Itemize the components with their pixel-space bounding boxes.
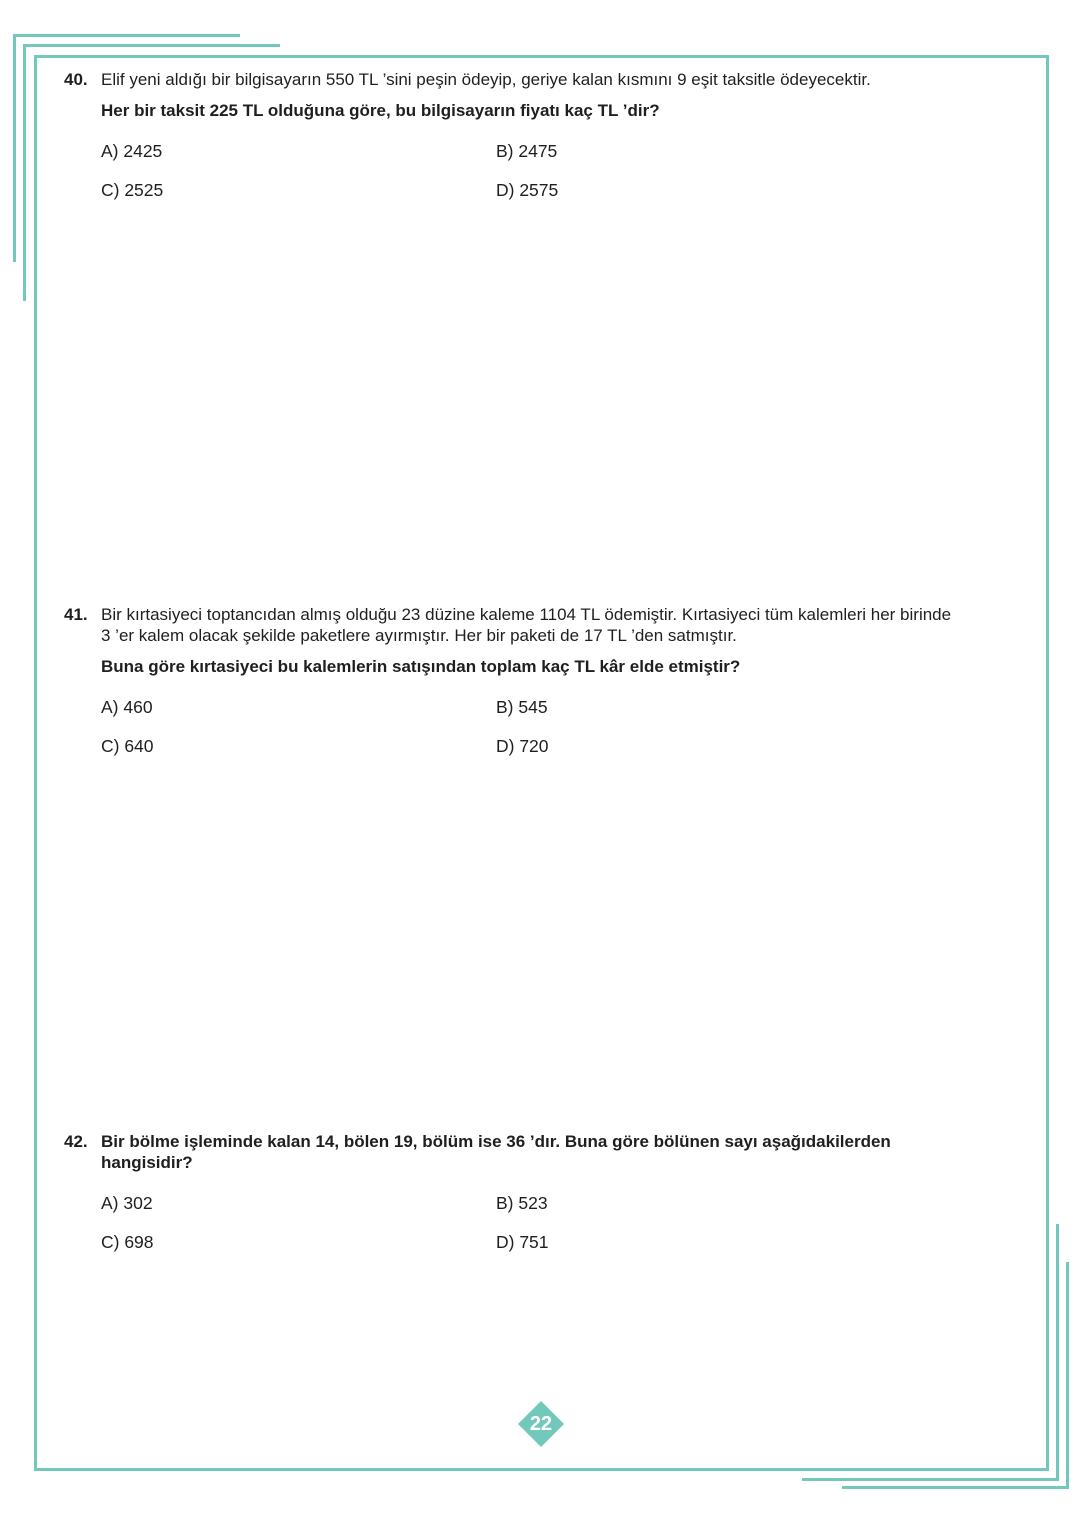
answer-options xyxy=(101,697,964,777)
frame-line-top-middle xyxy=(23,44,280,47)
option-b[interactable]: B) 523 xyxy=(496,1193,548,1213)
question-text: Bir kırtasiyeci toptancıdan almış olduğu 23 düzine kaleme 1104 TL ödemiştir. Kırtasiyeci tüm kalemleri her birinde 3 ’er kalem olacak şekilde paketlere ayırmıştır. Her bir paketi de 17 TL ’den satmıştır. xyxy=(101,605,952,645)
frame-line-right-outer xyxy=(1066,1262,1069,1489)
option-d[interactable]: D) 751 xyxy=(496,1232,549,1252)
option-d[interactable]: D) 2575 xyxy=(496,180,559,200)
question-text: Elif yeni aldığı bir bilgisayarın 550 TL ’sini peşin ödeyip, geriye kalan kısmını 9 eşit taksitle ödeyecektir. xyxy=(101,70,871,89)
frame-line-left-middle xyxy=(23,44,26,301)
question-prompt: Buna göre kırtasiyeci bu kalemlerin satışından toplam kaç TL kâr elde etmiştir? xyxy=(101,657,741,676)
frame-line-left-outer xyxy=(13,34,16,262)
question-number: 41. xyxy=(64,605,88,624)
frame-box-right xyxy=(1046,55,1049,1471)
option-d[interactable]: D) 720 xyxy=(496,736,549,756)
frame-line-right-middle xyxy=(1056,1224,1059,1481)
question-number: 40. xyxy=(64,70,88,89)
option-c[interactable]: C) 640 xyxy=(101,736,154,756)
question-prompt: Her bir taksit 225 TL olduğuna göre, bu bilgisayarın fiyatı kaç TL ’dir? xyxy=(101,101,660,120)
frame-line-top-outer xyxy=(13,34,240,37)
question-number: 42. xyxy=(64,1132,88,1151)
frame-box-bottom xyxy=(34,1468,1049,1471)
option-b[interactable]: B) 545 xyxy=(496,697,548,717)
question-42 xyxy=(64,1131,964,1273)
option-a[interactable]: A) 2425 xyxy=(101,141,163,161)
option-a[interactable]: A) 460 xyxy=(101,697,153,717)
question-41 xyxy=(64,604,964,777)
question-40 xyxy=(64,69,964,221)
option-c[interactable]: C) 2525 xyxy=(101,180,164,200)
frame-line-bottom-outer xyxy=(842,1486,1069,1489)
frame-box-left xyxy=(34,55,37,1471)
answer-options xyxy=(101,141,964,221)
option-b[interactable]: B) 2475 xyxy=(496,141,558,161)
frame-box-top xyxy=(34,55,1049,58)
question-prompt: Bir bölme işleminde kalan 14, bölen 19, bölüm ise 36 ’dır. Buna göre bölünen sayı aşağıdakilerden hangisidir? xyxy=(101,1132,891,1172)
option-a[interactable]: A) 302 xyxy=(101,1193,153,1213)
frame-line-bottom-middle xyxy=(802,1478,1059,1481)
answer-options xyxy=(101,1193,964,1273)
page-number: 22 xyxy=(529,1412,553,1435)
option-c[interactable]: C) 698 xyxy=(101,1232,154,1252)
